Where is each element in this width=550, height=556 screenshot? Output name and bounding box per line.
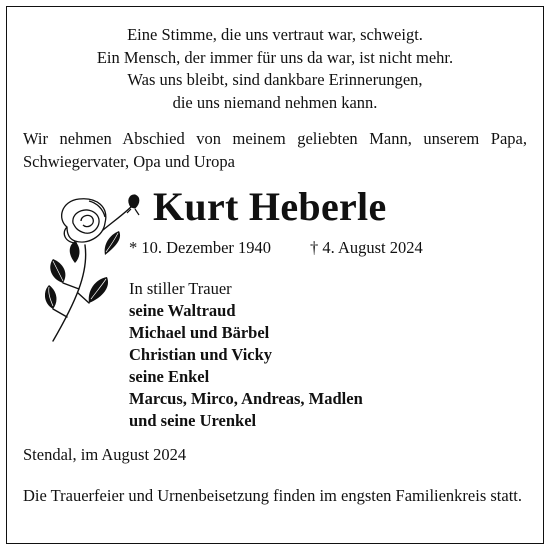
- death-date: † 4. August 2024: [310, 238, 423, 257]
- mourners-list: [129, 278, 363, 432]
- place-date: Stendal, im August 2024: [23, 445, 187, 464]
- poem-line: Eine Stimme, die uns vertraut war, schweigt.: [127, 25, 423, 44]
- memorial-poem: [7, 24, 543, 115]
- funeral-note: Die Trauerfeier und Urnenbeisetzung finden im engsten Familienkreis statt.: [23, 486, 523, 505]
- mourning-intro: In stiller Trauer: [129, 279, 232, 298]
- birth-date: * 10. Dezember 1940: [129, 238, 272, 257]
- mourner-name: Christian und Vicky: [129, 345, 273, 364]
- mourner-name: seine Waltraud: [129, 301, 236, 320]
- mourner-name: Michael und Bärbel: [129, 323, 270, 342]
- mourner-name: seine Enkel: [129, 367, 210, 386]
- poem-line: Was uns bleibt, sind dankbare Erinnerungen,: [127, 70, 423, 90]
- poem-line: die uns niemand nehmen kann.: [172, 93, 378, 113]
- life-dates: [129, 237, 423, 259]
- poem-line: Ein Mensch, der immer für uns da war, ist nicht mehr.: [96, 47, 454, 67]
- farewell-intro: Wir nehmen Abschied von meinem geliebten Mann, unserem Papa, Schwiegervater, Opa und Uropa: [23, 129, 527, 171]
- mourner-name: und seine Urenkel: [129, 411, 257, 430]
- mourner-name: Marcus, Mirco, Andreas, Madlen: [129, 389, 363, 408]
- obituary-notice: [6, 6, 544, 544]
- deceased-name: Kurt Heberle: [153, 184, 387, 229]
